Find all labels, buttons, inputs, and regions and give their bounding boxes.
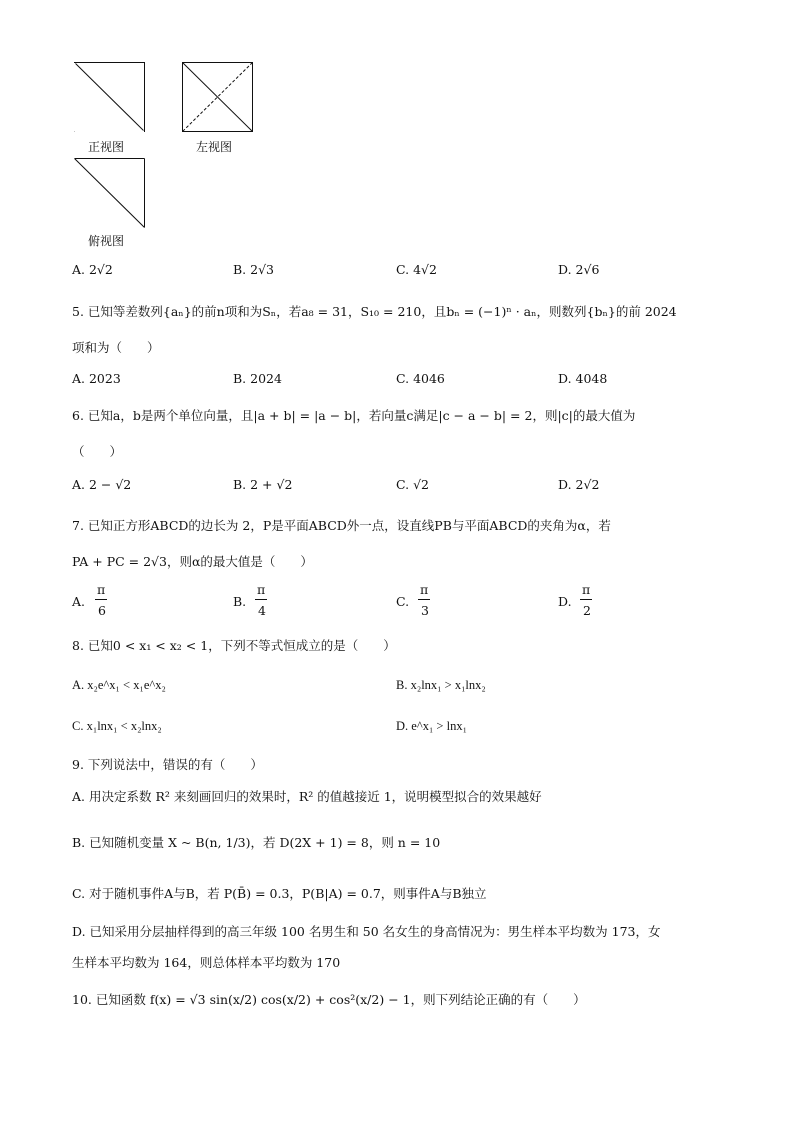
left-view-caption: 左视图 <box>196 140 233 154</box>
q10-stem: 10. 已知函数 f(x) = √3 sin(x/2) cos(x/2) + cos²(x/2) − 1，则下列结论正确的有（ ） <box>72 992 586 1007</box>
q7-stem-line2: PA + PC = 2√3，则α的最大值是（ ） <box>72 554 313 569</box>
top-view-caption: 俯视图 <box>88 234 125 248</box>
q6-option-c: C. √2 <box>396 477 429 492</box>
q6-option-a: A. 2 − √2 <box>72 477 132 492</box>
top-view-figure <box>74 158 146 228</box>
q7-option-c-denominator: 3 <box>421 603 429 618</box>
q6-stem-line1: 6. 已知a，b是两个单位向量，且|a + b| = |a − b|，若向量c满足|c − a − b| = 2，则|c|的最大值为 <box>72 408 636 423</box>
q8-option-a: A. x₂e^x₁ < x₁e^x₂ <box>72 678 166 692</box>
q7-option-b-numerator: π <box>257 582 266 597</box>
q7-stem-line1: 7. 已知正方形ABCD的边长为 2，P是平面ABCD外一点，设直线PB与平面ABCD的夹角为α，若 <box>72 518 611 533</box>
q9-option-d-line1: D. 已知采用分层抽样得到的高三年级 100 名男生和 50 名女生的身高情况为：男生样本平均数为 173，女 <box>72 924 661 939</box>
q5-option-c: C. 4046 <box>396 371 445 386</box>
q5-option-d: D. 4048 <box>558 371 608 386</box>
q7-option-a-bar <box>95 599 107 600</box>
q8-option-b: B. x₂lnx₁ > x₁lnx₂ <box>396 678 486 692</box>
q6-option-b: B. 2 + √2 <box>233 477 293 492</box>
q4-option-a: A. 2√2 <box>72 262 113 277</box>
q7-option-a-numerator: π <box>97 582 106 597</box>
q7-option-d-numerator: π <box>582 582 591 597</box>
q8-stem: 8. 已知0 < x₁ < x₂ < 1，下列不等式恒成立的是（ ） <box>72 638 396 653</box>
front-view-caption: 正视图 <box>88 140 125 154</box>
q4-option-d: D. 2√6 <box>558 262 600 277</box>
q8-option-d: D. e^x₁ > lnx₁ <box>396 719 467 733</box>
q7-option-a-label: A. <box>72 594 86 609</box>
q6-option-d: D. 2√2 <box>558 477 600 492</box>
left-view-figure <box>182 62 254 132</box>
q9-option-a: A. 用决定系数 R² 来刻画回归的效果时，R² 的值越接近 1，说明模型拟合的效果越好 <box>72 789 542 804</box>
q9-option-c: C. 对于随机事件A与B，若 P(B̄) = 0.3，P(B|A) = 0.7，则事件A与B独立 <box>72 886 487 901</box>
q7-option-b-bar <box>255 599 267 600</box>
q5-stem-line1: 5. 已知等差数列{aₙ}的前n项和为Sₙ，若a₈ = 31，S₁₀ = 210，且bₙ = (−1)ⁿ · aₙ，则数列{bₙ}的前 2024 <box>72 304 677 319</box>
q9-option-b: B. 已知随机变量 X ~ B(n, 1/3)，若 D(2X + 1) = 8，则 n = 10 <box>72 835 441 850</box>
q6-stem-line2: （ ） <box>72 444 123 459</box>
q9-stem: 9. 下列说法中，错误的有（ ） <box>72 757 263 772</box>
q4-option-b: B. 2√3 <box>233 262 275 277</box>
q7-option-b-denominator: 4 <box>258 603 266 618</box>
q7-option-c-numerator: π <box>420 582 429 597</box>
q7-option-a-denominator: 6 <box>98 603 106 618</box>
q7-option-b-label: B. <box>233 594 247 609</box>
q5-option-a: A. 2023 <box>72 371 121 386</box>
q9-option-d-line2: 生样本平均数为 164，则总体样本平均数为 170 <box>72 955 341 970</box>
q7-option-c-label: C. <box>396 594 410 609</box>
q4-option-c: C. 4√2 <box>396 262 437 277</box>
q5-option-b: B. 2024 <box>233 371 282 386</box>
front-view-figure <box>74 62 146 132</box>
q8-option-c: C. x₁lnx₁ < x₂lnx₂ <box>72 719 162 733</box>
q7-option-c-bar <box>418 599 430 600</box>
q7-option-d-label: D. <box>558 594 572 609</box>
q7-option-d-denominator: 2 <box>583 603 591 618</box>
q7-option-d-bar <box>580 599 592 600</box>
q5-stem-line2: 项和为（ ） <box>72 340 160 355</box>
